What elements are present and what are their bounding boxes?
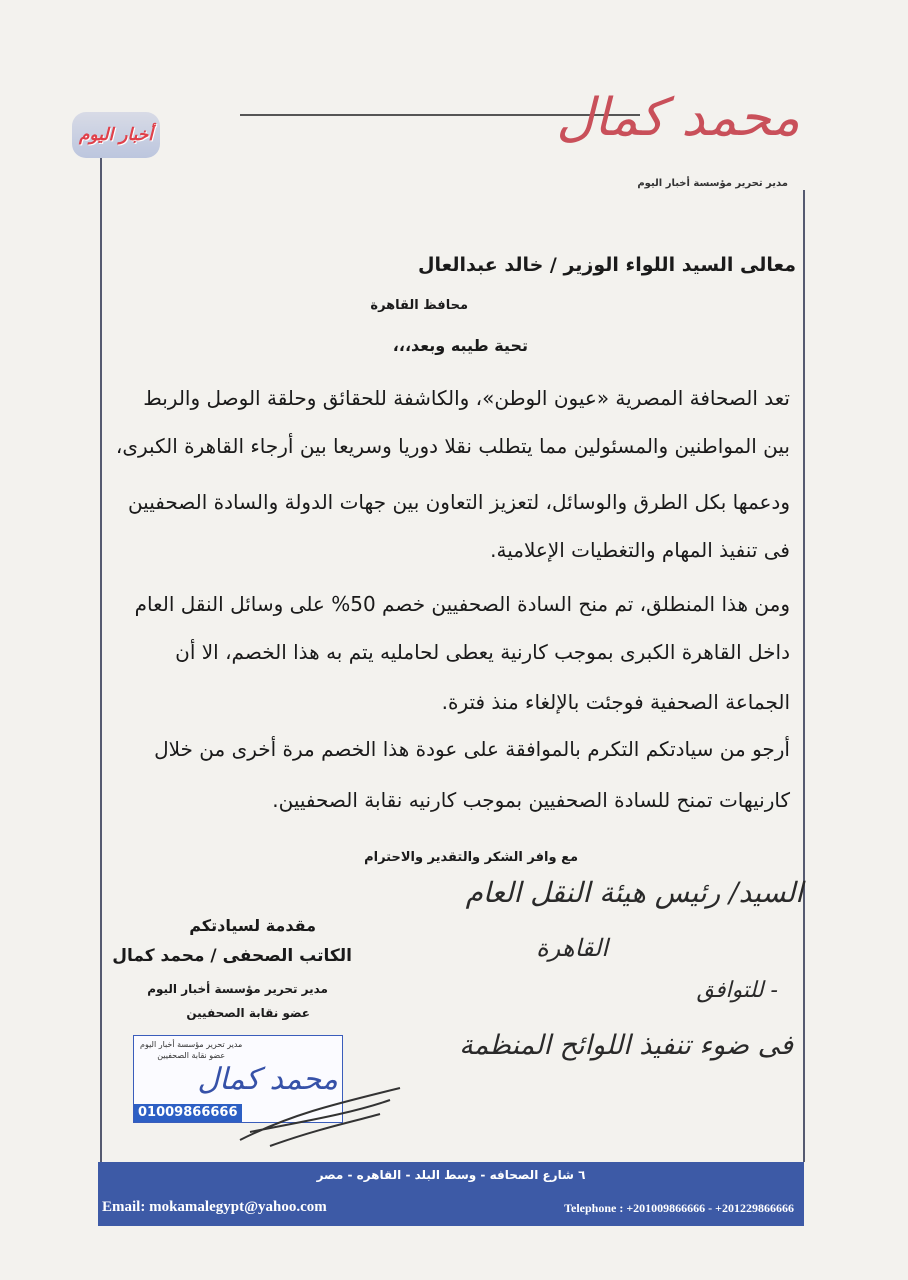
greeting: تحية طيبه وبعد،،،	[392, 336, 528, 355]
stamp-phone: 01009866666	[134, 1104, 242, 1122]
frame-right	[803, 190, 805, 1162]
logo-signature: محمد كمال	[556, 88, 800, 148]
stamp-text	[140, 1039, 242, 1061]
signature-line-1: مقدمة لسيادتكم	[189, 916, 316, 935]
frame-left	[100, 148, 102, 1162]
signature-line-3: مدير تحرير مؤسسة أخبار اليوم	[147, 982, 328, 996]
mohamed-kamal-logo	[556, 78, 800, 198]
body-line: داخل القاهرة الكبرى بموجب كارنية يعطى لحامليه يتم به هذا الخصم، الا أن	[175, 640, 790, 664]
handwritten-line-3: - للتوافق	[696, 978, 778, 1003]
body-line: أرجو من سيادتكم التكرم بالموافقة على عودة هذا الخصم مرة أخرى من خلال	[154, 737, 790, 761]
body-line: كارنيهات تمنح للسادة الصحفيين بموجب كارنيه نقابة الصحفيين.	[272, 788, 790, 812]
logo-subtitle: مدير تحرير مؤسسة أخبار اليوم	[637, 178, 788, 189]
stamp-signature: محمد كمال	[197, 1062, 338, 1097]
handwritten-line-2: القاهرة	[536, 934, 608, 962]
ink-signature-icon	[230, 1080, 410, 1150]
logo-text: أخبار اليوم	[78, 124, 153, 145]
body-line: تعد الصحافة المصرية «عيون الوطن»، والكاشفة للحقائق وحلقة الوصل والربط	[143, 386, 790, 410]
closing: مع وافر الشكر والتقدير والاحترام	[364, 850, 578, 865]
body-line: بين المواطنين والمسئولين مما يتطلب نقلا دوريا وسريعا بين أرجاء القاهرة الكبرى،	[115, 434, 790, 458]
footer-telephone: Telephone : +201009866666 - +201229866666	[564, 1201, 794, 1215]
footer-address: ٦ شارع الصحافه - وسط البلد - القاهره - مصر	[316, 1168, 586, 1182]
addressee: معالى السيد اللواء الوزير / خالد عبدالعال	[418, 254, 796, 276]
footer-band	[98, 1162, 804, 1226]
handwritten-line-1: السيد/ رئيس هيئة النقل العام	[465, 876, 803, 909]
handwritten-line-4: فى ضوء تنفيذ اللوائح المنظمة	[459, 1030, 793, 1061]
addressee-title: محافظ القاهرة	[370, 298, 468, 313]
akhbar-elyom-logo	[72, 112, 160, 158]
stamp-line-2: عضو نقابة الصحفيين	[157, 1051, 226, 1060]
body-line: ودعمها بكل الطرق والوسائل، لتعزيز التعاون بين جهات الدولة والسادة الصحفيين	[127, 490, 790, 514]
footer-email: Email: mokamalegypt@yahoo.com	[102, 1199, 327, 1215]
stamp-line-1: مدير تحرير مؤسسة أخبار اليوم	[140, 1040, 243, 1049]
body-line: فى تنفيذ المهام والتغطيات الإعلامية.	[490, 538, 790, 562]
signature-line-4: عضو نقابة الصحفيين	[186, 1006, 310, 1020]
signature-line-2: الكاتب الصحفى / محمد كمال	[112, 946, 352, 966]
body-line: ومن هذا المنطلق، تم منح السادة الصحفيين خصم 50% على وسائل النقل العام	[134, 592, 790, 616]
body-line: الجماعة الصحفية فوجئت بالإلغاء منذ فترة.	[441, 690, 790, 714]
